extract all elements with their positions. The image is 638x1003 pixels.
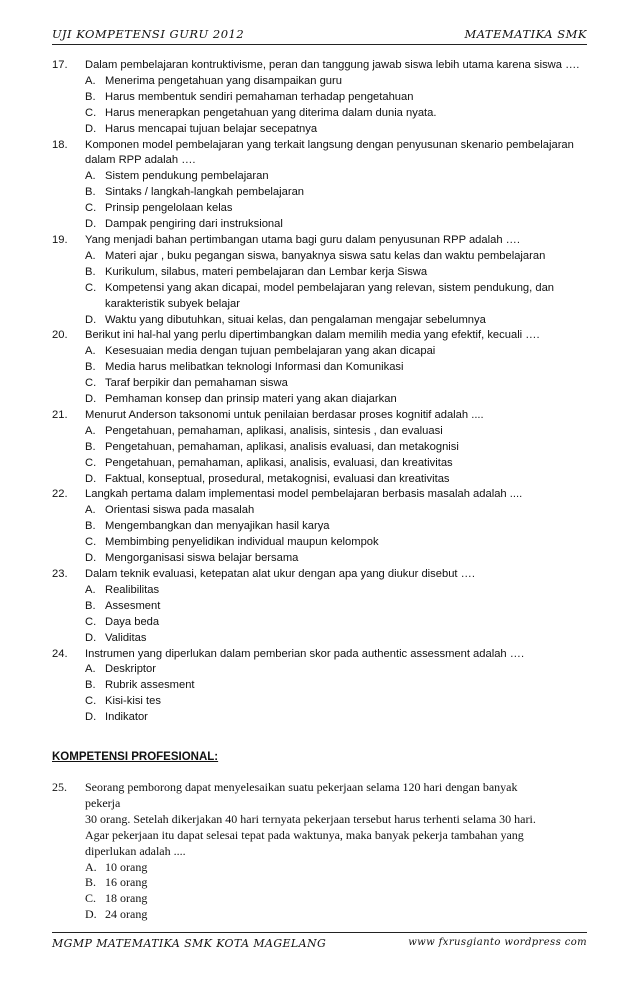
option-letter: B.	[85, 265, 96, 278]
option-text: Materi ajar , buku pegangan siswa, banyaknya siswa satu kelas dan waktu pembelajaran	[105, 249, 546, 262]
answer-option	[85, 678, 592, 694]
question-stem: Instrumen yang diperlukan dalam pemberian skor pada authentic assessment adalah ….	[85, 647, 525, 660]
question-stem: Dalam pembelajaran kontruktivisme, peran dan tanggung jawab siswa lebih utama karena siswa ….	[85, 59, 580, 71]
question-item	[52, 487, 592, 567]
option-letter: D.	[85, 122, 97, 135]
option-letter: A.	[85, 424, 96, 437]
option-letter: A.	[85, 583, 96, 596]
option-letter: B.	[85, 361, 96, 374]
answer-option	[85, 106, 592, 122]
page-footer	[52, 932, 587, 951]
answer-option	[85, 281, 592, 313]
option-text: 10 orang	[105, 859, 148, 874]
option-letter: D.	[85, 907, 97, 922]
option-text: 16 orang	[105, 875, 148, 890]
answer-option	[85, 503, 592, 519]
option-text: Indikator	[105, 711, 148, 724]
footer-website: www fxrusgianto wordpress com	[408, 937, 587, 948]
option-letter: A.	[85, 663, 96, 676]
option-letter: D.	[85, 631, 97, 644]
footer-organization: MGMP MATEMATIKA SMK KOTA MAGELANG	[52, 937, 327, 950]
option-letter: A.	[85, 859, 97, 874]
question-number: 18.	[52, 138, 68, 151]
option-letter: D.	[85, 711, 97, 724]
answer-option	[85, 583, 592, 599]
question-item	[52, 647, 592, 727]
question-item	[52, 58, 592, 138]
question-number: 22.	[52, 488, 68, 501]
option-letter: B.	[85, 440, 96, 453]
stem-line: pekerja	[85, 795, 121, 810]
question-item	[52, 233, 592, 328]
option-letter: B.	[85, 599, 96, 612]
option-text: 18 orang	[105, 891, 148, 906]
answer-option	[85, 424, 592, 440]
option-text: Kisi-kisi tes	[105, 695, 161, 708]
option-letter: A.	[85, 249, 96, 262]
question-stem: Dalam teknik evaluasi, ketepatan alat ukur dengan apa yang diukur disebut ….	[85, 568, 475, 580]
option-letter: B.	[85, 90, 96, 103]
option-letter: C.	[85, 106, 97, 119]
question-stem: Komponen model pembelajaran yang terkait langsung dengan penyusunan skenario pembelajaran dalam RPP adalah ….	[85, 138, 574, 167]
answer-option	[85, 662, 592, 678]
answer-option	[85, 631, 592, 647]
stem-line: diperlukan adalah ....	[85, 843, 186, 858]
answer-option	[85, 122, 592, 138]
option-letter: C.	[85, 891, 97, 906]
answer-option	[85, 472, 592, 488]
question-number: 17.	[52, 59, 68, 71]
option-text: Realibilitas	[105, 583, 160, 596]
answer-option	[85, 169, 592, 185]
option-text: Pengetahuan, pemahaman, aplikasi, analisis, evaluasi, dan kreativitas	[105, 456, 453, 469]
option-text: Prinsip pengelolaan kelas	[105, 202, 233, 215]
answer-option	[85, 907, 587, 923]
answer-option	[85, 860, 587, 876]
header-title: UJI KOMPETENSI GURU 2012	[52, 27, 245, 41]
option-letter: A.	[85, 504, 96, 517]
answer-option	[85, 249, 592, 265]
option-text: Daya beda	[105, 615, 160, 628]
option-text: Harus membentuk sendiri pemahaman terhadap pengetahuan	[105, 90, 414, 103]
question-list	[52, 58, 592, 726]
option-letter: D.	[85, 472, 97, 485]
option-letter: A.	[85, 74, 96, 87]
answer-option	[85, 392, 592, 408]
question-25	[52, 780, 587, 923]
answer-option	[85, 265, 592, 281]
answer-option	[85, 615, 592, 631]
option-letter: C.	[85, 456, 97, 469]
option-text: Faktual, konseptual, prosedural, metakognisi, evaluasi dan kreativitas	[105, 472, 450, 485]
answer-option	[85, 875, 587, 891]
question-item	[52, 328, 592, 408]
option-letter: B.	[85, 186, 96, 199]
answer-option	[85, 891, 587, 907]
option-text: Kompetensi yang akan dicapai, model pembelajaran yang relevan, sistem pendukung, dan karakteristik subyek belajar	[105, 281, 555, 310]
question-number: 23.	[52, 568, 68, 580]
option-letter: D.	[85, 218, 97, 231]
question-number: 20.	[52, 329, 68, 342]
option-letter: C.	[85, 281, 97, 294]
option-letter: D.	[85, 552, 97, 565]
option-text: Pemhaman konsep dan prinsip materi yang akan diajarkan	[105, 393, 397, 406]
answer-option	[85, 519, 592, 535]
question-number: 25.	[52, 780, 67, 794]
answer-option	[85, 440, 592, 456]
answer-option	[85, 710, 592, 726]
stem-line: Agar pekerjaan itu dapat selesai tepat pada waktunya, maka banyak pekerja tambahan yang	[85, 827, 524, 842]
option-text: Harus menerapkan pengetahuan yang diterima dalam dunia nyata.	[105, 106, 437, 119]
option-letter: D.	[85, 313, 97, 326]
option-text: Waktu yang dibutuhkan, situai kelas, dan pengalaman mengajar sebelumnya	[105, 313, 486, 326]
question-stem: Langkah pertama dalam implementasi model pembelajaran berbasis masalah adalah ....	[85, 488, 523, 501]
question-stem: Berikut ini hal-hal yang perlu dipertimbangkan dalam memilih media yang efektif, kecuali ….	[85, 329, 540, 342]
stem-line: 30 orang. Setelah dikerjakan 40 hari ternyata pekerjaan tersebut harus terhenti selama 30 hari.	[85, 811, 536, 826]
option-text: Kurikulum, silabus, materi pembelajaran dan Lembar kerja Siswa	[105, 265, 428, 278]
question-number: 19.	[52, 233, 68, 246]
option-letter: A.	[85, 345, 96, 358]
section-title: KOMPETENSI PROFESIONAL:	[52, 751, 219, 763]
option-text: Sistem pendukung pembelajaran	[105, 170, 269, 183]
option-text: Media harus melibatkan teknologi Informasi dan Komunikasi	[105, 361, 404, 374]
answer-option	[85, 694, 592, 710]
option-text: Dampak pengiring dari instruksional	[105, 218, 283, 231]
option-text: Orientasi siswa pada masalah	[105, 504, 255, 517]
option-letter: B.	[85, 520, 96, 533]
option-text: Sintaks / langkah-langkah pembelajaran	[105, 186, 305, 199]
option-text: Validitas	[105, 631, 147, 644]
option-letter: B.	[85, 875, 97, 890]
answer-option	[85, 90, 592, 106]
question-item	[52, 138, 592, 233]
option-text: Pengetahuan, pemahaman, aplikasi, analisis, sintesis , dan evaluasi	[105, 424, 443, 437]
option-text: Harus mencapai tujuan belajar secepatnya	[105, 122, 318, 135]
option-text: Assesment	[105, 599, 161, 612]
answer-option	[85, 344, 592, 360]
option-text: Taraf berpikir dan pemahaman siswa	[105, 377, 288, 390]
option-letter: B.	[85, 679, 96, 692]
answer-option	[85, 217, 592, 233]
option-text: Deskriptor	[105, 663, 156, 676]
option-letter: C.	[85, 615, 97, 628]
option-letter: C.	[85, 202, 97, 215]
question-item	[52, 567, 592, 647]
stem-line: Seorang pemborong dapat menyelesaikan suatu pekerjaan selama 120 hari dengan banyak	[85, 780, 518, 794]
answer-option	[85, 535, 592, 551]
header-subject: MATEMATIKA SMK	[464, 27, 587, 41]
question-stem: Yang menjadi bahan pertimbangan utama bagi guru dalam penyusunan RPP adalah ….	[85, 233, 520, 246]
answer-option	[85, 551, 592, 567]
option-text: 24 orang	[105, 907, 148, 922]
option-letter: C.	[85, 695, 97, 708]
question-item	[52, 408, 592, 488]
answer-option	[85, 360, 592, 376]
option-letter: A.	[85, 170, 96, 183]
answer-option	[85, 201, 592, 217]
answer-option	[85, 376, 592, 392]
option-letter: C.	[85, 536, 97, 549]
page-header	[52, 24, 587, 45]
answer-option	[85, 185, 592, 201]
option-text: Kesesuaian media dengan tujuan pembelajaran yang akan dicapai	[105, 345, 436, 358]
option-text: Menerima pengetahuan yang disampaikan guru	[105, 74, 342, 87]
option-text: Membimbing penyelidikan individual maupun kelompok	[105, 536, 379, 549]
option-text: Pengetahuan, pemahaman, aplikasi, analisis evaluasi, dan metakognisi	[105, 440, 459, 453]
answer-option	[85, 456, 592, 472]
question-number: 24.	[52, 647, 68, 660]
answer-option	[85, 313, 592, 329]
answer-option	[85, 74, 592, 90]
option-text: Mengembangkan dan menyajikan hasil karya	[105, 520, 330, 533]
question-stem	[85, 780, 587, 860]
question-number: 21.	[52, 408, 68, 421]
option-text: Mengorganisasi siswa belajar bersama	[105, 552, 299, 565]
option-text: Rubrik assesment	[105, 679, 195, 692]
answer-option	[85, 599, 592, 615]
option-letter: D.	[85, 393, 97, 406]
option-letter: C.	[85, 377, 97, 390]
question-stem: Menurut Anderson taksonomi untuk penilaian berdasar proses kognitif adalah ....	[85, 408, 484, 421]
